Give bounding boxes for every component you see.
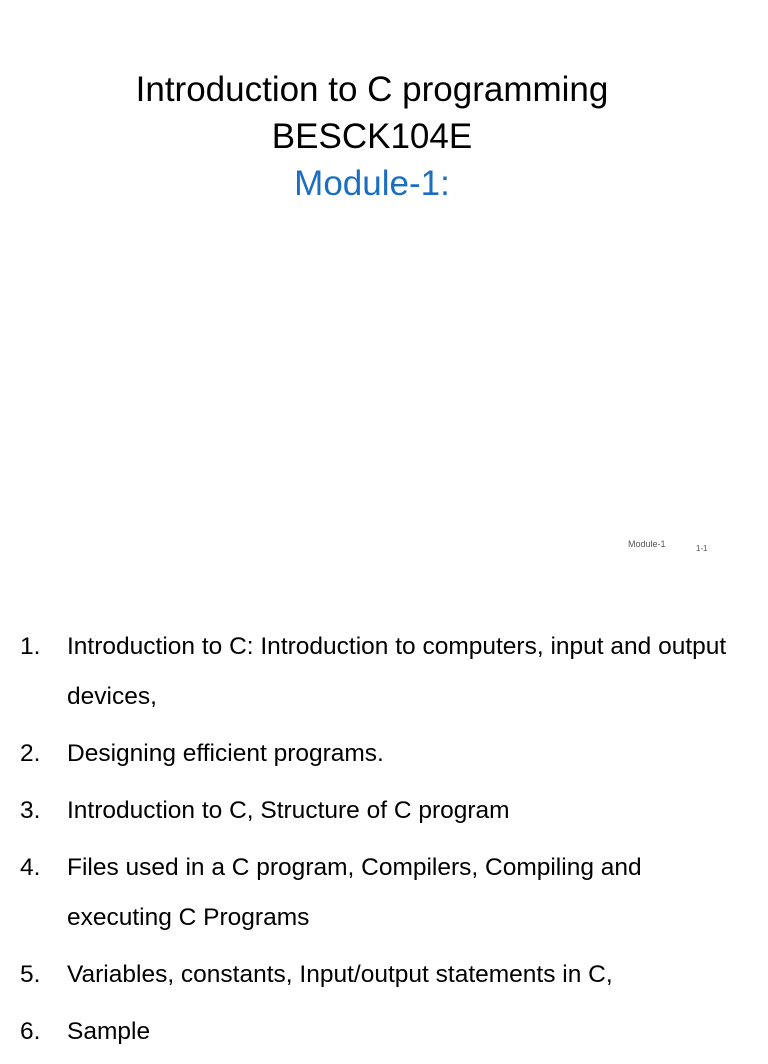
contents-list (0, 622, 768, 1064)
list-item-text: Introduction to C: Introduction to computers, input and output devices, (67, 633, 727, 710)
list-item (0, 786, 747, 836)
list-item-text: Sample (67, 1018, 151, 1045)
list-item-number: 1. (20, 633, 41, 660)
course-code: BESCK104E (271, 117, 473, 156)
list-item-text: Designing efficient programs. (67, 740, 384, 767)
module-heading: Module-1: (294, 164, 450, 203)
list-item-number: 4. (20, 854, 41, 881)
slide-page-number: 1-1 (696, 544, 708, 553)
list-item-text: Variables, constants, Input/output statements in C, (67, 961, 613, 988)
slide-footer-label: Module-1 (628, 539, 666, 549)
title-block (0, 66, 744, 207)
list-item-number: 6. (20, 1018, 41, 1045)
list-item-text: Files used in a C program, Compilers, Compiling and executing C Programs (67, 854, 642, 931)
list-item-text: Introduction to C, Structure of C program (67, 797, 510, 824)
list-item (0, 1007, 747, 1057)
list-item (0, 622, 747, 722)
list-item-number: 2. (20, 740, 41, 767)
list-item (0, 729, 747, 779)
list-item (0, 843, 747, 943)
list-item-number: 3. (20, 797, 41, 824)
slide-title: Introduction to C programming (135, 70, 609, 109)
list-item-number: 5. (20, 961, 41, 988)
list-item (0, 950, 747, 1000)
